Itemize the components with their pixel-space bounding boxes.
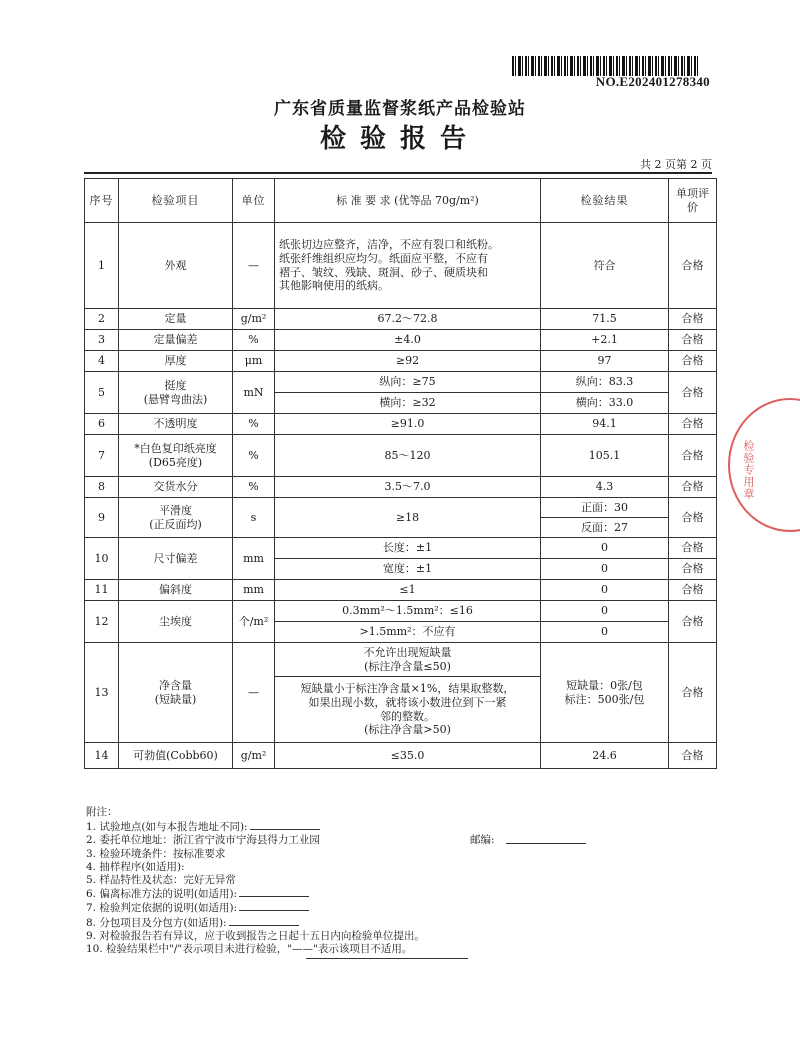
row-requirement: [275, 677, 541, 743]
row-unit: %: [233, 435, 275, 477]
row-seq: 8: [85, 477, 119, 498]
note-blank: [229, 916, 299, 926]
row-item: 交货水分: [119, 477, 233, 498]
row-unit: 个/m²: [233, 601, 275, 643]
row-seq: 4: [85, 351, 119, 372]
note-line: [86, 887, 726, 901]
postcode-label: 邮编:: [470, 834, 495, 847]
note-blank: [250, 820, 320, 830]
row-seq: 12: [85, 601, 119, 643]
row-result: 符合: [541, 223, 669, 309]
note-line: [86, 848, 726, 861]
row-result: 0: [541, 538, 669, 559]
seal-lettering: 检验专用章: [742, 440, 755, 500]
note-blank: [239, 887, 309, 897]
table-row: [85, 223, 717, 309]
row-item: 外观: [119, 223, 233, 309]
note-blank: [239, 901, 309, 911]
row-unit: %: [233, 330, 275, 351]
row-seq: 9: [85, 498, 119, 538]
end-rule: [306, 958, 468, 959]
row-requirement: 纵向：≥75: [275, 372, 541, 393]
row-unit: %: [233, 477, 275, 498]
row-verdict: 合格: [669, 372, 717, 414]
row-unit: s: [233, 498, 275, 538]
requirement-line: 纸张切边应整齐，洁净，不应有裂口和纸粉。: [279, 238, 499, 251]
note-text: 3. 检验环境条件：按标准要求: [86, 847, 226, 860]
row-result: 0: [541, 559, 669, 580]
row-item: 可勃值(Cobb60): [119, 743, 233, 769]
row-verdict: 合格: [669, 223, 717, 309]
note-text: 10. 检验结果栏中"/"表示项目未进行检验，"——"表示该项目不适用。: [86, 943, 413, 956]
row-requirement: ±4.0: [275, 330, 541, 351]
row-result: 0: [541, 622, 669, 643]
row-result: 24.6: [541, 743, 669, 769]
row-result: 94.1: [541, 414, 669, 435]
header-rule: [84, 172, 712, 174]
row-unit: g/m²: [233, 743, 275, 769]
row-seq: 14: [85, 743, 119, 769]
pagination: 共 2 页第 2 页: [640, 158, 712, 171]
row-seq: 3: [85, 330, 119, 351]
table-row: [85, 351, 717, 372]
row-requirement: ≥18: [275, 498, 541, 538]
row-requirement: 宽度：±1: [275, 559, 541, 580]
note-text: 1. 试验地点(如与本报告地址不同):: [86, 821, 248, 834]
item-sublabel: (正反面均): [149, 517, 202, 531]
row-unit: mm: [233, 580, 275, 601]
row-item: 偏斜度: [119, 580, 233, 601]
document-title: 检验报告: [319, 124, 480, 154]
row-requirement: [275, 223, 541, 309]
requirement-line: 如果出现小数，就将该小数进位到下一紧: [308, 695, 507, 709]
table-row: [85, 372, 717, 393]
item-sublabel: (悬臂弯曲法): [143, 392, 208, 406]
row-verdict: 合格: [669, 601, 717, 643]
report-number: NO.E202401278340: [595, 74, 710, 89]
note-text: 6. 偏离标准方法的说明(如适用):: [86, 888, 238, 901]
table-row: [85, 330, 717, 351]
row-requirement: 67.2～72.8: [275, 309, 541, 330]
row-verdict: 合格: [669, 414, 717, 435]
row-unit: —: [233, 643, 275, 743]
table-row: [85, 414, 717, 435]
requirement-line: 纸张纤维组织应均匀。纸面应平整，不应有: [279, 251, 488, 265]
row-item: 尺寸偏差: [119, 538, 233, 580]
row-verdict: 合格: [669, 435, 717, 477]
row-verdict: 合格: [669, 477, 717, 498]
item-label: 平滑度: [159, 503, 192, 517]
note-text: 5. 样品特性及状态：完好无异常: [86, 874, 236, 887]
note-line: [86, 820, 726, 834]
red-seal-stamp: [728, 398, 800, 532]
row-item: 尘埃度: [119, 601, 233, 643]
requirement-line: 短缺量小于标注净含量×1%，结果取整数，: [300, 682, 515, 695]
note-text: 8. 分包项目及分包方(如适用):: [86, 916, 227, 929]
row-requirement: ≤1: [275, 580, 541, 601]
row-requirement: ≥92: [275, 351, 541, 372]
row-seq: 13: [85, 643, 119, 743]
row-verdict: 合格: [669, 580, 717, 601]
header-unit: 单位: [233, 179, 275, 223]
inspection-table: [84, 178, 717, 769]
table-row: [85, 309, 717, 330]
table-header-row: [85, 179, 717, 223]
row-item: [119, 435, 233, 477]
row-result: 横向：33.0: [541, 393, 669, 414]
row-item: 厚度: [119, 351, 233, 372]
row-result: 正面：30: [541, 498, 669, 518]
row-requirement: 0.3mm²～1.5mm²：≤16: [275, 601, 541, 622]
item-sublabel: (D65亮度): [148, 455, 203, 469]
row-unit: μm: [233, 351, 275, 372]
row-result: 反面：27: [541, 518, 669, 538]
row-result: 纵向：83.3: [541, 372, 669, 393]
requirement-line: 其他影响使用的纸病。: [279, 279, 389, 293]
note-text: 2. 委托单位地址：浙江省宁波市宁海县得力工业园: [86, 834, 320, 847]
row-verdict: 合格: [669, 330, 717, 351]
note-line: [86, 874, 726, 887]
item-sublabel: (短缺量): [154, 692, 197, 706]
row-requirement: 横向：≥32: [275, 393, 541, 414]
requirement-line: (标注净含量≤50): [364, 659, 451, 673]
table-row: [85, 498, 717, 518]
requirement-line: 褶子、皱纹、残缺、斑洞、砂子、硬质块和: [279, 265, 488, 279]
row-item: 不透明度: [119, 414, 233, 435]
row-item: 定量偏差: [119, 330, 233, 351]
row-verdict: 合格: [669, 559, 717, 580]
table-row: [85, 643, 717, 677]
row-seq: 7: [85, 435, 119, 477]
table-row: [85, 435, 717, 477]
row-requirement: 85～120: [275, 435, 541, 477]
result-line: 短缺量：0张/包: [566, 678, 643, 692]
item-label: *白色复印纸亮度: [134, 441, 217, 455]
row-requirement: ≥91.0: [275, 414, 541, 435]
header-requirement: 标 准 要 求 (优等品 70g/m²): [275, 179, 541, 223]
row-result: +2.1: [541, 330, 669, 351]
table-row: [85, 601, 717, 622]
row-requirement: 3.5～7.0: [275, 477, 541, 498]
note-text: 9. 对检验报告若有异议，应于收到报告之日起十五日内向检验单位提出。: [86, 929, 425, 942]
row-seq: 2: [85, 309, 119, 330]
row-verdict: 合格: [669, 743, 717, 769]
row-result: 0: [541, 580, 669, 601]
note-line: [86, 916, 726, 930]
header-item: 检验项目: [119, 179, 233, 223]
result-line: 标注：500张/包: [564, 692, 645, 706]
note-text: 7. 检验判定依据的说明(如适用):: [86, 902, 238, 915]
row-verdict: 合格: [669, 498, 717, 538]
table-row: [85, 538, 717, 559]
note-line: [86, 943, 726, 956]
table-row: [85, 477, 717, 498]
row-verdict: 合格: [669, 351, 717, 372]
row-result: 105.1: [541, 435, 669, 477]
row-seq: 10: [85, 538, 119, 580]
row-requirement: >1.5mm²：不应有: [275, 622, 541, 643]
requirement-line: 邻的整数。: [380, 709, 435, 723]
row-seq: 1: [85, 223, 119, 309]
row-result: 4.3: [541, 477, 669, 498]
note-line: [86, 930, 726, 943]
row-requirement: ≤35.0: [275, 743, 541, 769]
row-item: [119, 372, 233, 414]
header-seq: 序号: [85, 179, 119, 223]
row-unit: mN: [233, 372, 275, 414]
row-unit: g/m²: [233, 309, 275, 330]
row-verdict: 合格: [669, 643, 717, 743]
item-label: 挺度: [164, 378, 187, 392]
row-verdict: 合格: [669, 309, 717, 330]
row-seq: 5: [85, 372, 119, 414]
row-item: [119, 498, 233, 538]
note-line: [86, 901, 726, 915]
row-verdict: 合格: [669, 538, 717, 559]
requirement-line: (标注净含量>50): [364, 723, 451, 737]
note-text: 4. 抽样程序(如适用):: [86, 860, 185, 873]
row-requirement: 长度：±1: [275, 538, 541, 559]
row-item: 定量: [119, 309, 233, 330]
row-unit: —: [233, 223, 275, 309]
requirement-line: 不允许出现短缺量: [363, 645, 452, 659]
header-result: 检验结果: [541, 179, 669, 223]
header-verdict: 单项评价: [669, 179, 717, 223]
table-row: [85, 743, 717, 769]
note-line: [86, 834, 726, 847]
organization-name: 广东省质量监督浆纸产品检验站: [274, 99, 526, 119]
row-result: 71.5: [541, 309, 669, 330]
row-result: [541, 643, 669, 743]
row-unit: %: [233, 414, 275, 435]
row-unit: mm: [233, 538, 275, 580]
row-seq: 6: [85, 414, 119, 435]
postcode-blank: [506, 834, 586, 844]
notes-section: [86, 806, 726, 956]
row-result: 97: [541, 351, 669, 372]
notes-title: 附注：: [86, 806, 118, 818]
table-row: [85, 580, 717, 601]
row-seq: 11: [85, 580, 119, 601]
row-item: [119, 643, 233, 743]
barcode: [512, 56, 698, 76]
note-line: [86, 861, 726, 874]
row-result: 0: [541, 601, 669, 622]
item-label: 净含量: [159, 678, 192, 692]
row-requirement: [275, 643, 541, 677]
